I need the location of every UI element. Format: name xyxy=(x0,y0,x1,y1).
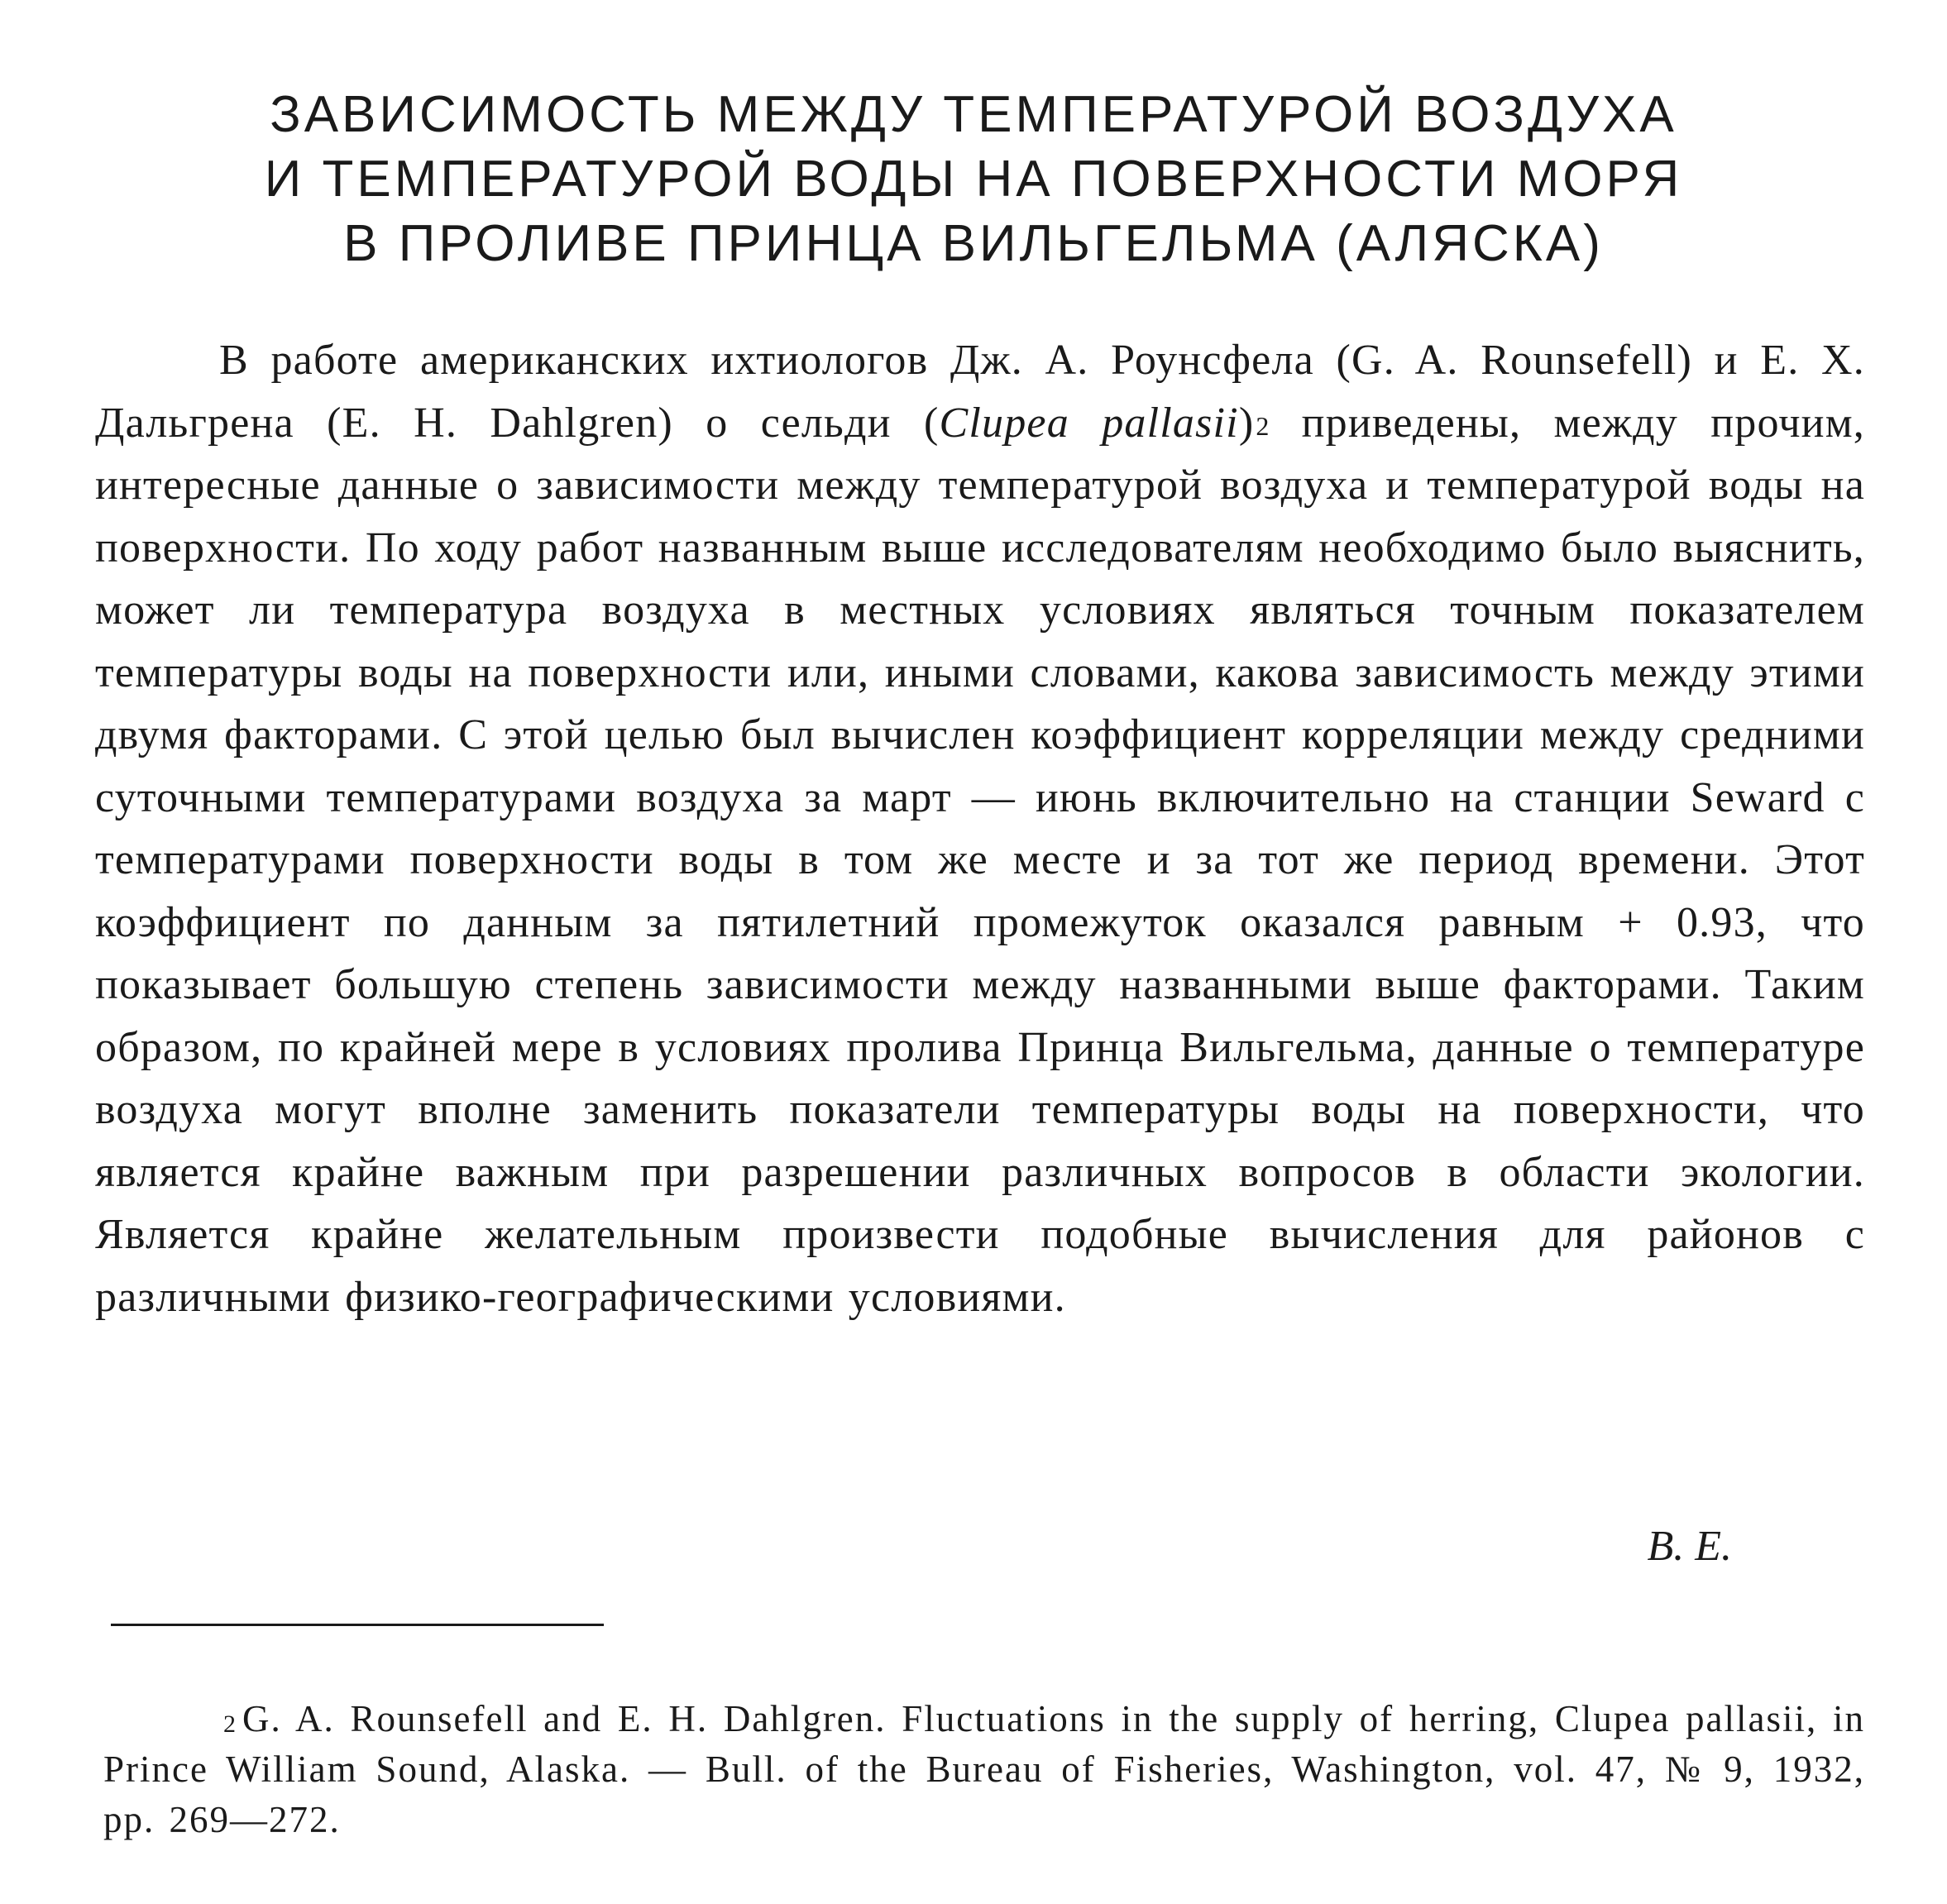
footnote-text: G. A. Rounsefell and E. H. Dahlgren. Fluctuations in the supply of herring, Clupea pallasii, in Prince William Sound, Alaska. — Bull. of the Bureau of Fisheries, Washington, vol. 47, № 9, 1932, pp. 269—272. xyxy=(103,1698,1865,1840)
author-signature: В. Е. xyxy=(1647,1523,1732,1570)
title-line-3: В ПРОЛИВЕ ПРИНЦА ВИЛЬГЕЛЬМА (АЛЯСКА) xyxy=(343,215,1604,272)
article-title xyxy=(124,83,1823,276)
title-line-2: И ТЕМПЕРАТУРОЙ ВОДЫ НА ПОВЕРХНОСТИ МОРЯ xyxy=(264,151,1683,208)
footnote-reference: 2 xyxy=(1256,410,1270,441)
species-name: Clupea pallasii xyxy=(939,399,1239,447)
body-text-part-2: ) xyxy=(1238,399,1255,447)
article-body xyxy=(95,329,1865,1328)
footnote-divider xyxy=(111,1624,604,1626)
footnote-mark: 2 xyxy=(223,1710,236,1738)
body-text-part-3: приведены, между прочим, интересные данные о зависимости между температурой воздуха и температурой воды на поверхности. По ходу работ названным выше исследователям необходимо было выяснить, может ли температура воздуха в местных условиях являться точным показателем температуры воды на поверхности или, иными словами, какова зависимость между этими двумя факторами. С этой целью был вычислен коэффициент корреляции между средними суточными температурами воздуха за март — июнь включительно на станции Seward с температурами поверхности воды в том же месте и за тот же период времени. Этот коэффициент по данным за пятилетний промежуток оказался равным + 0.93, что показывает большую степень зависимости между названными выше факторами. Таким образом, по крайней мере в условиях пролива Принца Вильгельма, данные о температуре воздуха могут вполне заменить показатели температуры воды на поверхности, что является крайне важным при разрешении различных вопросов в области экологии. Является крайне желательным произвести подобные вычисления для районов с различными физико-географическими условиями. xyxy=(95,399,1866,1321)
footnote xyxy=(103,1694,1865,1845)
body-text-part-1: В работе американских ихтиологов Дж. А. Роунсфела (G. A. Rounsefell) и Е. X. Дальгрена (E. H. Dahlgren) о сельди ( xyxy=(95,337,1865,447)
title-line-1: ЗАВИСИМОСТЬ МЕЖДУ ТЕМПЕРАТУРОЙ ВОЗДУХА xyxy=(270,86,1677,143)
